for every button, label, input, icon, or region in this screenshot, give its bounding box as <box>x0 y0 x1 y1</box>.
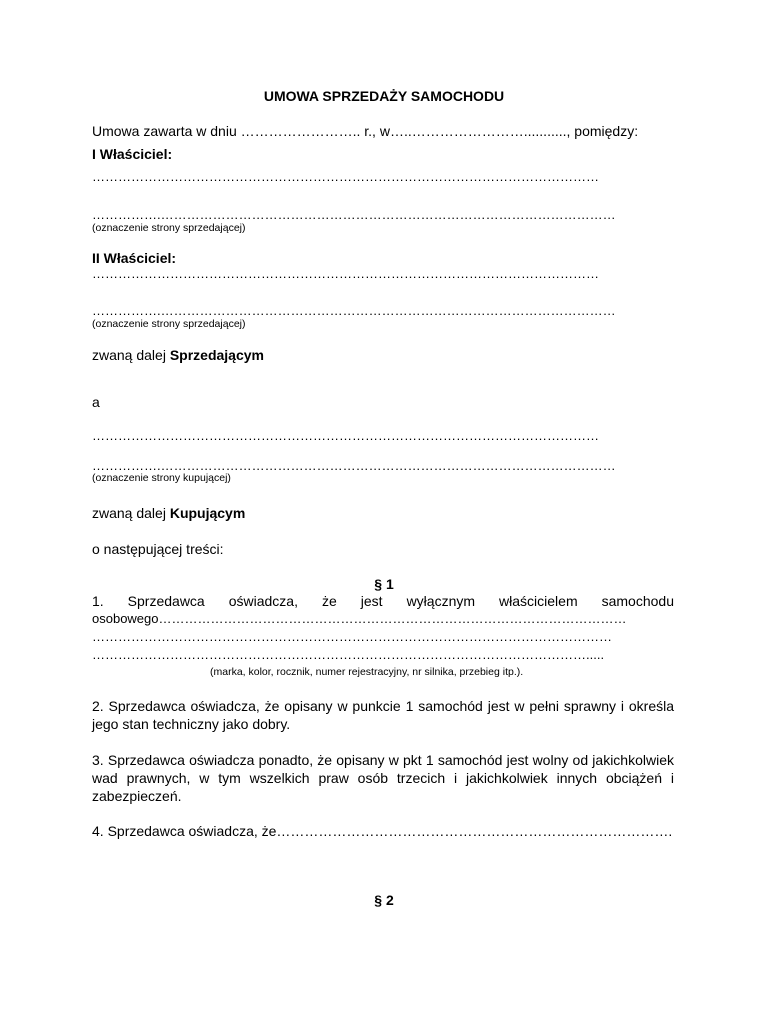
owner1-caption: (oznaczenie strony sprzedającej) <box>92 222 246 234</box>
owner1-fill-line-2: …………….…………………………………………………………………………………………… <box>92 207 616 222</box>
section2-heading: § 2 <box>374 892 394 908</box>
owner2-caption: (oznaczenie strony sprzedającej) <box>92 318 246 330</box>
owner1-fill-line-1: ……………………………………………………………………………………………………… <box>92 169 599 184</box>
content-intro: o następującej treści: <box>92 541 224 557</box>
buyer-fill-line-2: …………….…………………………………………………………………………………………… <box>92 458 616 473</box>
section1-point3: 3. Sprzedawca oświadcza ponadto, że opisany w pkt 1 samochód jest wolny od jakichkolwiek wad prawnych, w tym wszelkich praw osób trzecich i jakichkolwiek innych obciążeń i zabezpieczeń. <box>92 752 674 804</box>
buyer-prefix: zwaną dalej <box>92 505 170 521</box>
buyer-caption: (oznaczenie strony kupującej) <box>92 472 231 484</box>
owner2-fill-line-1: ……………………………………………………………………………………………………… <box>92 266 599 281</box>
owner2-label: II Właściciel: <box>92 250 177 266</box>
buyer-name: Kupującym <box>169 505 246 521</box>
section1-heading: § 1 <box>374 576 394 592</box>
document-title: UMOWA SPRZEDAŻY SAMOCHODU <box>263 88 505 104</box>
buyer-definition <box>92 504 245 522</box>
section1-point1-line1: 1. Sprzedawca oświadcza, że jest wyłącznym właścicielem samochodu <box>92 593 674 609</box>
seller-definition <box>92 346 264 364</box>
section1-point1-line3: ………………………………………………………………………………………………………… <box>92 629 612 644</box>
section1-point1-caption: (marka, kolor, rocznik, numer rejestracyjny, nr silnika, przebieg itp.). <box>210 666 524 678</box>
and-word: a <box>92 394 100 410</box>
section1-point4: 4. Sprzedawca oświadcza, że…………………………………………………………………………. <box>92 823 673 839</box>
section1-point1-line2: osobowego……………………………………………………………………………………………… <box>92 611 627 626</box>
seller-prefix: zwaną dalej <box>92 347 170 363</box>
section1-point2: 2. Sprzedawca oświadcza, że opisany w punkcie 1 samochód jest w pełni sprawny i określa jego stan techniczny jako dobry. <box>92 698 674 732</box>
owner2-fill-line-2: …………….…………………………………………………………………………………………… <box>92 303 616 318</box>
section1-point1-line4: ……………………………………………………………………………………………………..... <box>92 647 605 662</box>
intro-line: Umowa zawarta w dniu …………………….. r., w…..……………………..........., pomiędzy: <box>92 123 639 139</box>
seller-name: Sprzedającym <box>169 347 264 363</box>
buyer-fill-line-1: ……………………………………………………………………………………………………… <box>92 428 599 443</box>
owner1-label: I Właściciel: <box>92 146 173 162</box>
